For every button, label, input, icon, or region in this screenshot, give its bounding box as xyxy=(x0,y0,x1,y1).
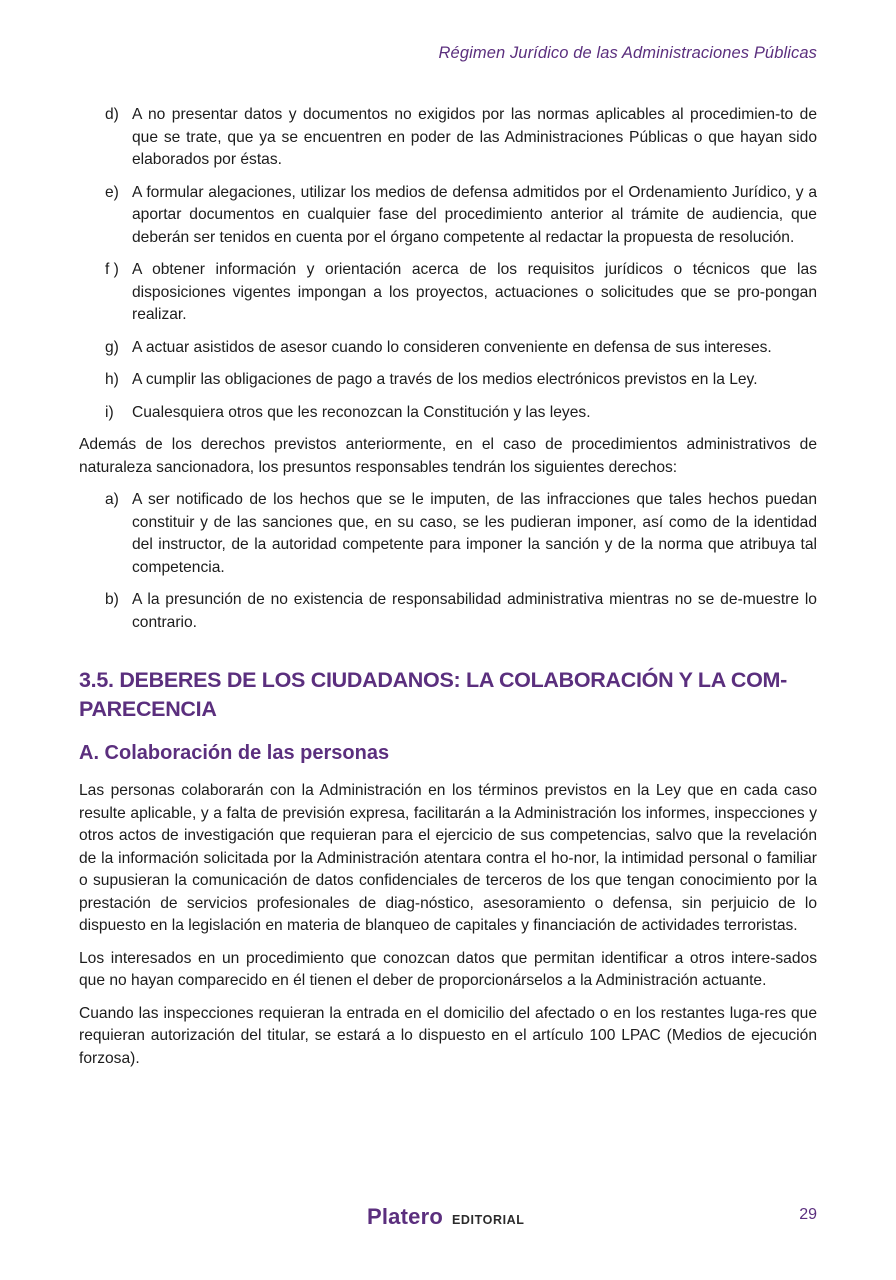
list-marker: i) xyxy=(105,403,114,421)
section-title: 3.5. DEBERES DE LOS CIUDADANOS: LA COLABORACIÓN Y LA COM-PARECENCIA xyxy=(79,668,787,721)
list-item-text: A actuar asistidos de asesor cuando lo consideren conveniente en defensa de sus intereses. xyxy=(132,338,772,356)
body-paragraph: Los interesados en un procedimiento que conozcan datos que permitan identificar a otros intere-sados que no hayan comparecido en él tienen el deber de proporcionárselos a la Administración actuante. xyxy=(79,949,817,989)
publisher-subtitle: EDITORIAL xyxy=(451,1213,525,1227)
list-item xyxy=(79,104,817,172)
list-marker: g) xyxy=(105,338,119,356)
list-marker: b) xyxy=(105,591,119,608)
list-item xyxy=(79,489,817,579)
list-item-text: A formular alegaciones, utilizar los medios de defensa admitidos por el Ordenamiento Jurídico, y a aportar documentos en cualquier fase del procedimiento anterior al trámite de audiencia, que deberán ser tenidos en cuenta por el órgano competente al redactar la propuesta de resolución. xyxy=(132,183,817,246)
list-marker: d) xyxy=(105,106,119,123)
publisher-name: Platero xyxy=(367,1204,443,1229)
subsection-title: A. Colaboración de las personas xyxy=(79,742,390,764)
list-marker: h) xyxy=(105,371,119,388)
rights-list-2 xyxy=(79,489,817,634)
body-paragraph: Las personas colaborarán con la Administración en los términos previstos en la Ley que en cada caso resulte aplicable, y a falta de previsión expresa, facilitarán a la Administración los informes, inspecciones y otros actos de investigación que requieran para el ejercicio de sus competencias, salvo que la revelación de la información solicitada por la Administración atentara contra el ho-nor, la intimidad personal o familiar o supusieran la comunicación de datos confidenciales de terceros de los que tengan conocimiento por la prestación de servicios profesionales de diag-nóstico, asesoramiento o defensa, sin perjuicio de lo dispuesto en la legislación en materia de blanqueo de capitales y financiación de actividades terroristas. xyxy=(79,782,817,934)
list-item-text: A cumplir las obligaciones de pago a través de los medios electrónicos previstos en la Ley. xyxy=(132,371,758,388)
list-item xyxy=(79,259,817,327)
list-marker: a) xyxy=(105,491,119,508)
list-item-text: A no presentar datos y documentos no exigidos por las normas aplicables al procedimien-to de que se trate, que ya se encuentren en poder de las Administraciones Públicas o que hayan sido elaborados por éstas. xyxy=(132,106,817,168)
list-item xyxy=(79,337,817,360)
list-marker: f ) xyxy=(105,261,119,278)
list-item-text: A ser notificado de los hechos que se le imputen, de las infracciones que tales hechos puedan constituir y de las sanciones que, en su caso, se les pudieran imponer, así como de la identidad del instructor, de la autoridad competente para imponer la sanción y de la norma que atribuya tal competencia. xyxy=(132,491,817,576)
page-content xyxy=(79,104,817,1080)
list-item-text: A la presunción de no existencia de responsabilidad administrativa mientras no se de-muestre lo contrario. xyxy=(132,591,817,631)
list-item xyxy=(79,402,817,425)
list-item xyxy=(79,182,817,250)
page-number: 29 xyxy=(799,1206,817,1223)
body-paragraph: Cuando las inspecciones requieran la entrada en el domicilio del afectado o en los restantes luga-res que requieran autorización del titular, se estará a lo dispuesto en el artículo 100 LPAC (Medios de ejecución forzosa). xyxy=(79,1004,817,1067)
list-item-text: Cualesquiera otros que les reconozcan la Constitución y las leyes. xyxy=(132,403,591,421)
rights-list-1 xyxy=(79,104,817,424)
list-item-text: A obtener información y orientación acerca de los requisitos jurídicos o técnicos que las disposiciones vigentes impongan a los proyectos, actuaciones o solicitudes que se pro-pongan realizar. xyxy=(132,261,817,323)
intro-paragraph: Además de los derechos previstos anteriormente, en el caso de procedimientos administrativos de naturaleza sancionadora, los presuntos responsables tendrán los siguientes derechos: xyxy=(79,436,817,476)
list-item xyxy=(79,589,817,634)
publisher-logo xyxy=(367,1204,525,1230)
list-item xyxy=(79,369,817,392)
running-header: Régimen Jurídico de las Administraciones Públicas xyxy=(438,44,817,62)
list-marker: e) xyxy=(105,183,119,201)
